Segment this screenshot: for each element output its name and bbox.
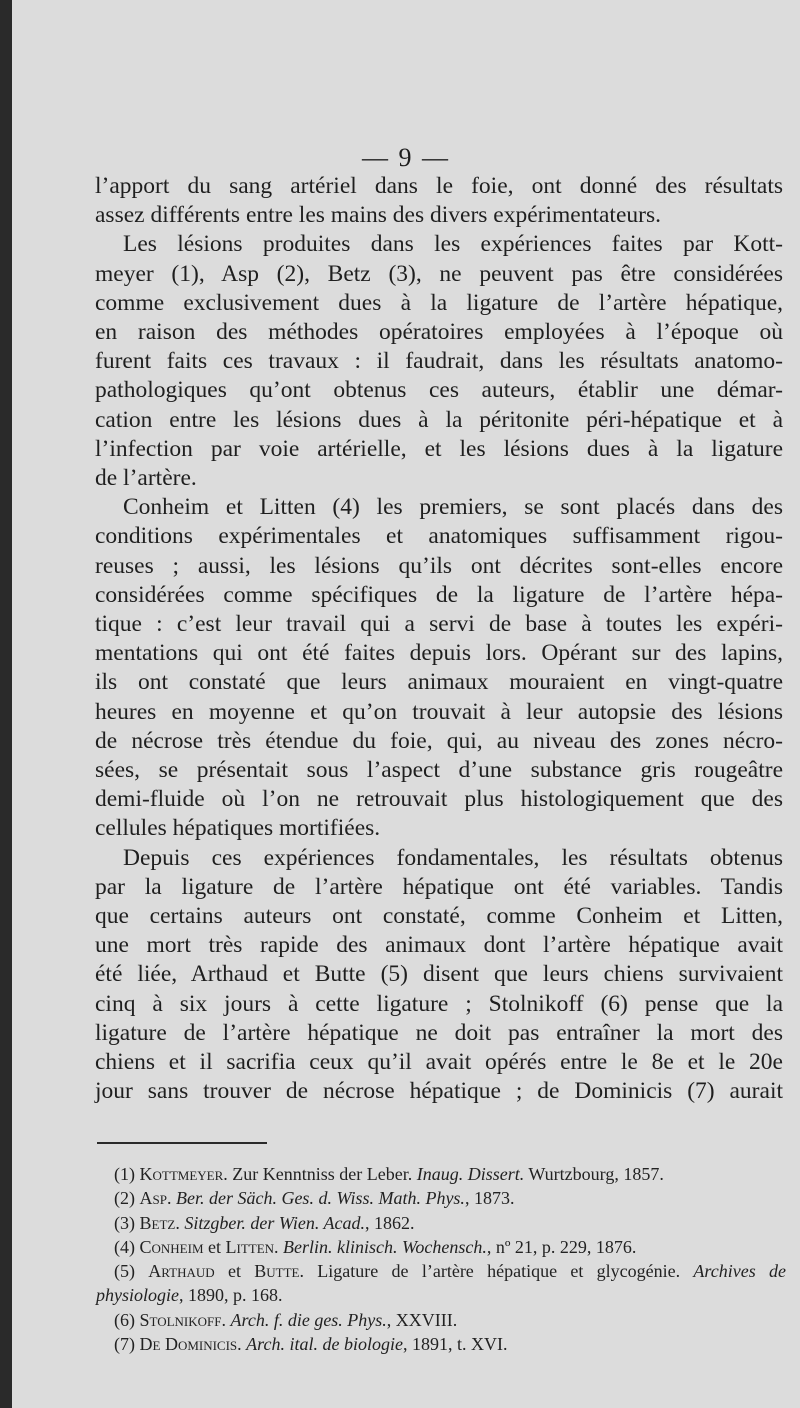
footnote-marker: (4): [114, 1236, 135, 1257]
footnote-continuation: [96, 1283, 786, 1307]
text-line: conditions expérimentales et anatomiques suffisamment rigou-: [95, 523, 783, 550]
footnote-title: Sitzgber. der Wien. Acad.: [184, 1212, 365, 1233]
text-line: sées, se présentait sous l’aspect d’une substance gris rougeâtre: [95, 757, 783, 784]
body-text: [95, 172, 783, 1107]
text-line: assez différents entre les mains des divers expérimentateurs.: [95, 202, 661, 229]
footnote-author: Kottmeyer.: [139, 1164, 228, 1184]
footnote-title: Archives de: [693, 1261, 787, 1282]
text-line: jour sans trouver de nécrose hépatique ; de Dominicis (7) aurait: [95, 1078, 783, 1105]
footnote-marker: (5): [114, 1261, 135, 1282]
footnote-marker: (1): [114, 1164, 135, 1184]
text-line: par la ligature de l’artère hépatique ont été variables. Tandis: [95, 873, 783, 900]
text-line: pathologiques qu’ont obtenus ces auteurs, établir une démar-: [95, 377, 783, 404]
footnote-text: Zur Kenntniss der Leber.: [227, 1164, 417, 1184]
footnote-tail: , nº 21, p. 229, 1876.: [486, 1236, 637, 1257]
footnote-tail: Wurtzbourg, 1857.: [524, 1164, 664, 1184]
text-line: en raison des méthodes opératoires employées à l’époque où: [95, 319, 783, 346]
footnote-author: Litten.: [225, 1236, 279, 1257]
footnote-title: Inaug. Dissert.: [416, 1164, 525, 1184]
footnote-divider: [97, 1142, 267, 1144]
footnote-tail: , 1890, p. 168.: [179, 1285, 283, 1306]
footnote-tail: , XXVIII.: [386, 1309, 458, 1330]
page-number: — 9 —: [362, 143, 450, 172]
text-line: de l’artère.: [95, 465, 197, 492]
footnote-title: Ber. der Säch. Ges. d. Wiss. Math. Phys.: [175, 1188, 465, 1209]
text-line: cation entre les lésions dues à la péritonite péri-hépatique et à: [95, 406, 783, 433]
footnote-author: Betz.: [139, 1212, 180, 1233]
text-line: une mort très rapide des animaux dont l’artère hépatique avait: [95, 932, 783, 959]
footnote: [96, 1211, 786, 1235]
text-line: chiens et il sacrifia ceux qu’il avait opérés entre le 8e et le 20e: [95, 1049, 783, 1076]
footnote-title: Arch. f. die ges. Phys.: [230, 1309, 387, 1330]
footnote-author: Conheim: [139, 1236, 204, 1257]
footnote-author: De Dominicis.: [139, 1334, 242, 1355]
footnote-tail: , 1862.: [365, 1212, 415, 1233]
footnote: [96, 1162, 786, 1186]
footnote-author: Butte.: [254, 1261, 304, 1282]
document-page: [12, 0, 800, 1408]
footnote: [96, 1332, 786, 1356]
text-line: que certains auteurs ont constaté, comme Conheim et Litten,: [95, 903, 783, 930]
text-line: de nécrose très étendue du foie, qui, au niveau des zones nécro-: [95, 727, 783, 754]
footnote-tail: , 1873.: [464, 1188, 515, 1209]
footnote-text: et: [214, 1261, 255, 1282]
text-line: Depuis ces expériences fondamentales, les résultats obtenus: [123, 844, 783, 871]
footnote-title: Arch. ital. de biologie: [246, 1334, 403, 1355]
footnote-text: et: [203, 1236, 226, 1257]
footnote-title: physiologie: [96, 1285, 179, 1306]
text-line: tique : c’est leur travail qui a servi de base à toutes les expéri-: [95, 611, 783, 638]
footnote: [96, 1308, 786, 1332]
text-line: ils ont constaté que leurs animaux mouraient en vingt-quatre: [95, 669, 783, 696]
text-line: l’apport du sang artériel dans le foie, ont donné des résultats: [95, 173, 783, 199]
footnote-text: Ligature de l’artère hépatique et glycogénie.: [304, 1261, 694, 1282]
text-line: cinq à six jours à cette ligature ; Stolnikoff (6) pense que la: [95, 990, 783, 1017]
text-line: Conheim et Litten (4) les premiers, se sont placés dans des: [123, 494, 783, 521]
text-line: été liée, Arthaud et Butte (5) disent que leurs chiens survivaient: [95, 961, 783, 988]
footnote: [96, 1186, 786, 1210]
footnote-author: Stolnikoff.: [139, 1309, 226, 1330]
text-line: heures en moyenne et qu’on trouvait à leur autopsie des lésions: [95, 698, 783, 725]
footnote-marker: (7): [114, 1334, 135, 1355]
text-line: comme exclusivement dues à la ligature de l’artère hépatique,: [95, 289, 783, 316]
footnote-author: Arthaud: [148, 1261, 215, 1282]
footnote-marker: (3): [114, 1212, 135, 1233]
text-line: demi-fluide où l’on ne retrouvait plus histologiquement que des: [95, 786, 783, 813]
text-line: ligature de l’artère hépatique ne doit pas entraîner la mort des: [95, 1019, 783, 1046]
text-line: meyer (1), Asp (2), Betz (3), ne peuvent pas être considérées: [95, 260, 783, 287]
footnote-author: Asp.: [139, 1188, 172, 1209]
footnote-title: Berlin. klinisch. Wochensch.: [278, 1236, 487, 1257]
footnote: [96, 1259, 786, 1283]
text-line: l’infection par voie artérielle, et les lésions dues à la ligature: [95, 435, 783, 462]
text-line: furent faits ces travaux : il faudrait, dans les résultats anatomo-: [95, 348, 783, 375]
footnote-tail: , 1891, t. XVI.: [402, 1334, 508, 1355]
footnote-marker: (6): [114, 1309, 135, 1330]
text-line: cellules hépatiques mortifiées.: [95, 815, 381, 842]
footnote-marker: (2): [114, 1188, 135, 1209]
text-line: mentations qui ont été faites depuis lors. Opérant sur des lapins,: [95, 640, 783, 667]
text-line: considérées comme spécifiques de la ligature de l’artère hépa-: [95, 581, 783, 608]
footnotes: [96, 1162, 786, 1356]
text-line: reuses ; aussi, les lésions qu’ils ont décrites sont-elles encore: [95, 552, 783, 579]
text-line: Les lésions produites dans les expériences faites par Kott-: [123, 231, 783, 258]
footnote: [96, 1235, 786, 1259]
